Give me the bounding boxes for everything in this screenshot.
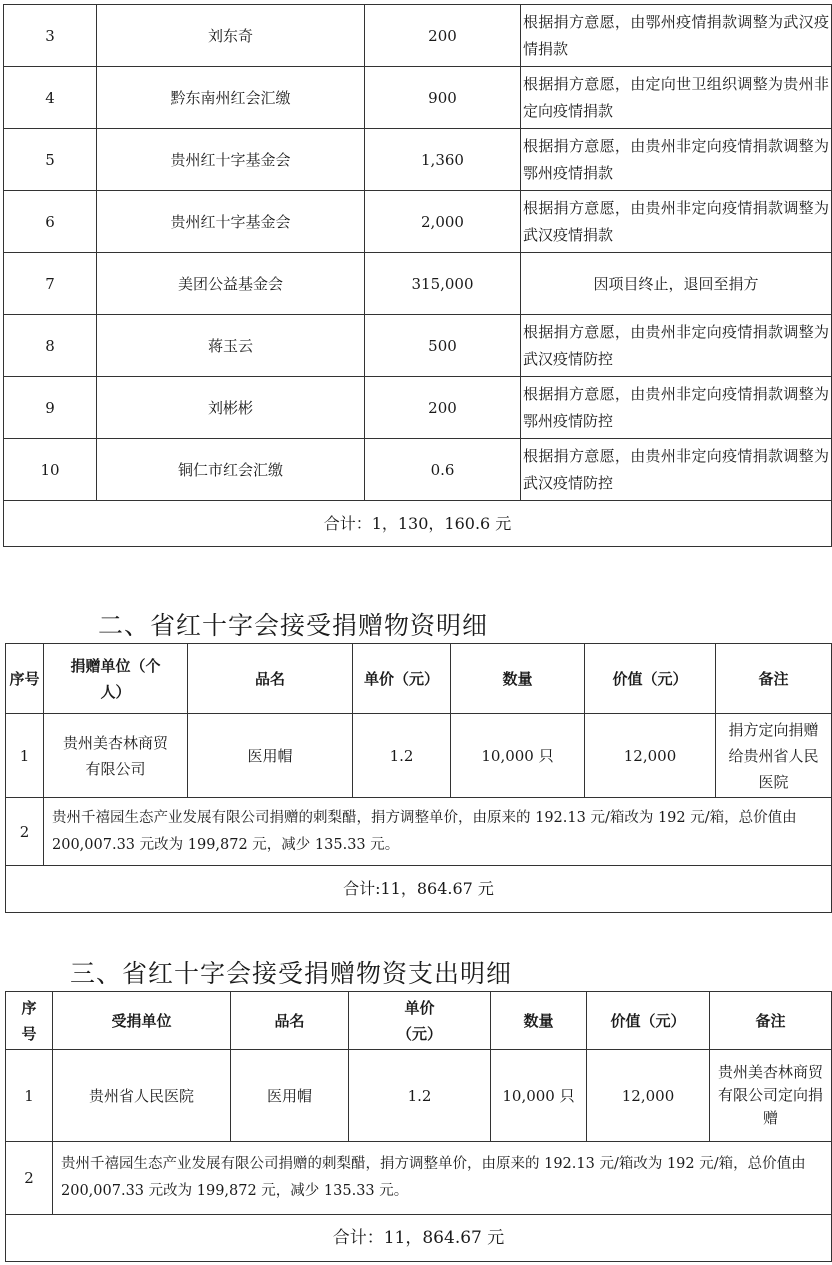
remark: 根据捐方意愿，由定向世卫组织调整为贵州非定向疫情捐款: [521, 67, 832, 129]
row-number: 3: [4, 5, 97, 67]
header-remark: 备注: [710, 992, 832, 1050]
donor-name: 黔东南州红会汇缴: [97, 67, 365, 129]
donor-name: 贵州美杏林商贸有限公司: [44, 714, 188, 798]
recipient-name: 贵州省人民医院: [53, 1050, 231, 1142]
row-number: 2: [6, 1142, 53, 1215]
total-amount: 合计：11，864.67 元: [6, 1215, 832, 1262]
header-row: [6, 644, 832, 714]
row-number: 7: [4, 253, 97, 315]
header-value: 价值（元）: [587, 992, 710, 1050]
item-name: 医用帽: [231, 1050, 349, 1142]
amount: 200: [365, 5, 521, 67]
amount: 0.6: [365, 439, 521, 501]
row-number: 6: [4, 191, 97, 253]
header-serial: 序号: [6, 644, 44, 714]
item-name: 医用帽: [188, 714, 353, 798]
amount: 200: [365, 377, 521, 439]
amount: 1,360: [365, 129, 521, 191]
table-row: [4, 253, 832, 315]
remark: 根据捐方意愿，由贵州非定向疫情捐款调整为武汉疫情捐款: [521, 191, 832, 253]
table-row: [4, 439, 832, 501]
header-item: 品名: [231, 992, 349, 1050]
table-row: [6, 1050, 832, 1142]
header-row: [6, 992, 832, 1050]
header-remark: 备注: [716, 644, 832, 714]
remark: 根据捐方意愿，由鄂州疫情捐款调整为武汉疫情捐款: [521, 5, 832, 67]
remark: 根据捐方意愿，由贵州非定向疫情捐款调整为武汉疫情防控: [521, 439, 832, 501]
header-value: 价值（元）: [585, 644, 716, 714]
donor-name: 蒋玉云: [97, 315, 365, 377]
table-row: [4, 191, 832, 253]
table-row: [6, 798, 832, 866]
donor-name: 贵州红十字基金会: [97, 191, 365, 253]
donor-name: 刘彬彬: [97, 377, 365, 439]
remark: 贵州美杏林商贸有限公司定向捐赠: [710, 1050, 832, 1142]
row-number: 10: [4, 439, 97, 501]
value: 12,000: [587, 1050, 710, 1142]
table-row: [4, 129, 832, 191]
row-number: 8: [4, 315, 97, 377]
table-row: [6, 714, 832, 798]
amount: 315,000: [365, 253, 521, 315]
table-row: [6, 1142, 832, 1215]
table-row: [4, 5, 832, 67]
total-amount: 合计：1，130，160.6 元: [4, 501, 832, 547]
remark: 根据捐方意愿，由贵州非定向疫情捐款调整为鄂州疫情捐款: [521, 129, 832, 191]
value: 12,000: [585, 714, 716, 798]
total-row: [6, 866, 832, 913]
row-number: 1: [6, 1050, 53, 1142]
unit-price: 1.2: [353, 714, 451, 798]
adjustment-note: 贵州千禧园生态产业发展有限公司捐赠的刺梨醋，捐方调整单价，由原来的 192.13 元/箱改为 192 元/箱，总价值由 200,007.33 元改为 199,872 元，减少 135.33 元。: [44, 798, 832, 866]
header-serial: 序号: [6, 992, 53, 1050]
header-unit-price: 单价（元）: [353, 644, 451, 714]
header-recipient: 受捐单位: [53, 992, 231, 1050]
total-row: [6, 1215, 832, 1262]
header-unit-price: 单价（元）: [349, 992, 491, 1050]
remark: 捐方定向捐赠给贵州省人民医院: [716, 714, 832, 798]
header-item: 品名: [188, 644, 353, 714]
header-quantity: 数量: [491, 992, 587, 1050]
header-donor: 捐赠单位（个人）: [44, 644, 188, 714]
row-number: 2: [6, 798, 44, 866]
donor-name: 铜仁市红会汇缴: [97, 439, 365, 501]
donor-name: 美团公益基金会: [97, 253, 365, 315]
table-row: [4, 315, 832, 377]
section-title-goods-expenditure: 三、省红十字会接受捐赠物资支出明细: [70, 959, 513, 988]
header-quantity: 数量: [451, 644, 585, 714]
total-row: [4, 501, 832, 547]
goods-expenditure-table: [5, 991, 832, 1262]
row-number: 1: [6, 714, 44, 798]
adjustment-note: 贵州千禧园生态产业发展有限公司捐赠的刺梨醋，捐方调整单价，由原来的 192.13 元/箱改为 192 元/箱，总价值由 200,007.33 元改为 199,872 元，减少 135.33 元。: [53, 1142, 832, 1215]
section-title-received-goods: 二、省红十字会接受捐赠物资明细: [98, 611, 489, 640]
amount: 2,000: [365, 191, 521, 253]
table-row: [4, 377, 832, 439]
total-amount: 合计:11，864.67 元: [6, 866, 832, 913]
remark: 根据捐方意愿，由贵州非定向疫情捐款调整为鄂州疫情防控: [521, 377, 832, 439]
quantity: 10,000 只: [451, 714, 585, 798]
row-number: 4: [4, 67, 97, 129]
remark: 因项目终止，退回至捐方: [521, 253, 832, 315]
donor-name: 贵州红十字基金会: [97, 129, 365, 191]
quantity: 10,000 只: [491, 1050, 587, 1142]
amount: 500: [365, 315, 521, 377]
table-row: [4, 67, 832, 129]
donation-adjustment-table: [3, 4, 832, 547]
row-number: 5: [4, 129, 97, 191]
remark: 根据捐方意愿，由贵州非定向疫情捐款调整为武汉疫情防控: [521, 315, 832, 377]
unit-price: 1.2: [349, 1050, 491, 1142]
received-goods-table: [5, 643, 832, 913]
row-number: 9: [4, 377, 97, 439]
donor-name: 刘东奇: [97, 5, 365, 67]
amount: 900: [365, 67, 521, 129]
